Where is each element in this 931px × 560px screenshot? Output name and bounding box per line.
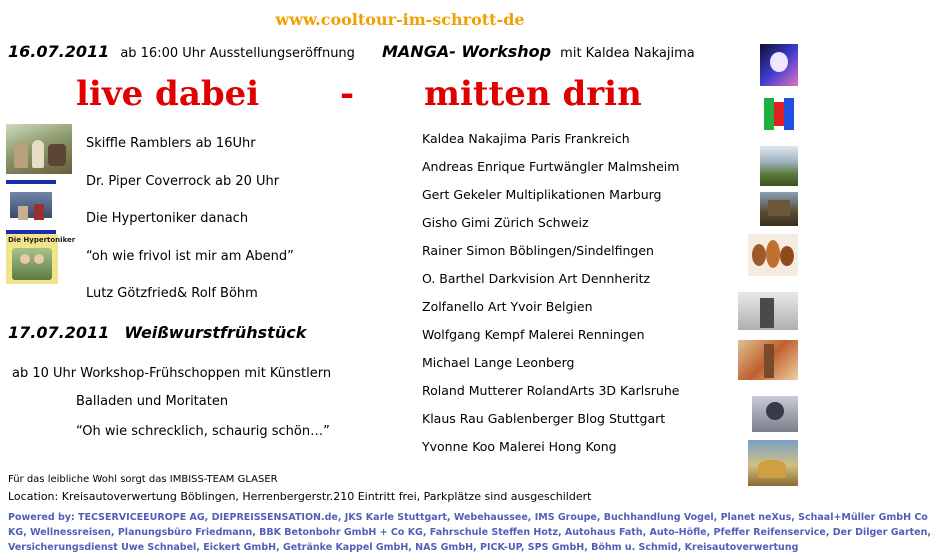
furtwaengler-art-thumb bbox=[760, 94, 798, 134]
kempf-art-thumb bbox=[738, 292, 798, 330]
artist-item: Roland Mutterer RolandArts 3D Karlsruhe bbox=[422, 383, 680, 398]
day2-date: 17.07.2011 bbox=[8, 323, 110, 342]
hypertoniker-poster-label: Die Hypertoniker bbox=[8, 236, 76, 244]
hypertoniker-poster bbox=[6, 234, 76, 284]
artist-item: Kaldea Nakajima Paris Frankreich bbox=[422, 131, 630, 146]
day2-line: “Oh wie schrecklich, schaurig schön…” bbox=[76, 424, 330, 439]
banner-dash: - bbox=[340, 74, 355, 114]
sponsors-line: KG, Wellnessreisen, Planungsbüro Friedmann, BBK Betonbohr GmbH + Co KG, Fahrschule Steffen Hotz, Autohaus Fath, Auto-Höfle, Pfeffer Reifenservice, Der Dilger Garten, bbox=[8, 527, 931, 538]
artist-item: Wolfgang Kempf Malerei Renningen bbox=[422, 327, 645, 342]
artist-item: Gert Gekeler Multiplikationen Marburg bbox=[422, 187, 662, 202]
sponsors-line: Powered by: TECSERVICEEUROPE AG, DIEPREISSENSATION.de, JKS Karle Stuttgart, Webehaussee, IMS Groupe, Buchhandlung Vogel, Planet neXus, Schaal+Müller GmbH Co bbox=[8, 512, 928, 523]
day2-title: Weißwurstfrühstück bbox=[124, 323, 307, 342]
artist-item: Michael Lange Leonberg bbox=[422, 355, 575, 370]
program-item: “oh wie frivol ist mir am Abend” bbox=[86, 249, 294, 264]
koo-art-thumb bbox=[748, 440, 798, 486]
workshop-with: mit Kaldea Nakajima bbox=[560, 46, 695, 61]
artist-item: Rainer Simon Böblingen/Sindelfingen bbox=[422, 243, 654, 258]
day1-opening: ab 16:00 Uhr Ausstellungseröffnung bbox=[120, 46, 355, 61]
artist-item: Andreas Enrique Furtwängler Malmsheim bbox=[422, 159, 680, 174]
workshop-title: MANGA- Workshop bbox=[382, 42, 552, 61]
gimi-art-thumb bbox=[760, 192, 798, 226]
program-item: Lutz Götzfried& Rolf Böhm bbox=[86, 286, 258, 301]
artist-item: O. Barthel Darkvision Art Dennheritz bbox=[422, 271, 651, 286]
program-item: Skiffle Ramblers ab 16Uhr bbox=[86, 136, 256, 151]
program-item: Die Hypertoniker danach bbox=[86, 211, 249, 226]
catering-note: Für das leibliche Wohl sorgt das IMBISS-TEAM GLASER bbox=[8, 474, 278, 485]
artist-item: Klaus Rau Gablenberger Blog Stuttgart bbox=[422, 411, 666, 426]
day1-date: 16.07.2011 bbox=[8, 42, 110, 61]
location-note: Location: Kreisautoverwertung Böblingen, Herrenbergerstr.210 Eintritt frei, Parkplätze sind ausgeschildert bbox=[8, 490, 592, 503]
coverrock-photo bbox=[6, 180, 56, 234]
site-url[interactable]: www.cooltour-im-schrott-de bbox=[275, 10, 525, 29]
artist-item: Yvonne Koo Malerei Hong Kong bbox=[422, 439, 617, 454]
skiffle-photo bbox=[6, 124, 72, 174]
simon-art-thumb bbox=[748, 234, 798, 276]
banner-right: mitten drin bbox=[424, 74, 642, 114]
day2-line: ab 10 Uhr Workshop-Frühschoppen mit Künstlern bbox=[12, 366, 332, 381]
artist-item: Gisho Gimi Zürich Schweiz bbox=[422, 215, 589, 230]
sponsors-line: Versicherungsdienst Uwe Schnabel, Eickert GmbH, Getränke Kappel GmbH, NAS GmbH, PICK-UP, SPS GmbH, Böhm u. Schmid, Kreisautoverwertung bbox=[8, 542, 799, 553]
program-item: Dr. Piper Coverrock ab 20 Uhr bbox=[86, 174, 280, 189]
workshop-line bbox=[382, 42, 695, 61]
artist-item: Zolfanello Art Yvoir Belgien bbox=[422, 299, 593, 314]
lange-art-thumb bbox=[738, 340, 798, 380]
day2-heading bbox=[8, 323, 306, 342]
banner-left: live dabei bbox=[76, 74, 260, 114]
manga-art-thumb bbox=[760, 44, 798, 86]
rau-photo-thumb bbox=[752, 396, 798, 432]
day1-line bbox=[8, 42, 355, 61]
day2-line: Balladen und Moritaten bbox=[76, 394, 229, 409]
gekeler-art-thumb bbox=[760, 146, 798, 186]
